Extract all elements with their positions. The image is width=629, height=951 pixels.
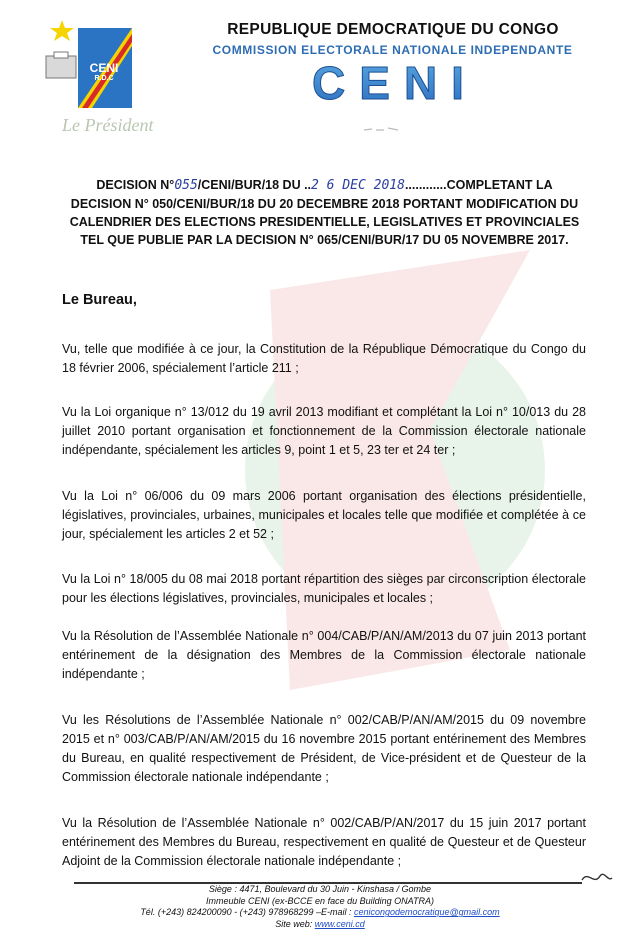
title-part: ............COMPLETANT LA: [404, 178, 553, 192]
decision-title: [62, 176, 587, 249]
paragraph: Vu la Loi n° 18/005 du 08 mai 2018 portant répartition des sièges par circonscription électorale pour les élections législatives, provinciales, municipales et locales ;: [62, 572, 586, 605]
footer-phones: Tél. (+243) 824200090 - (+243) 978968299 –E-mail :: [140, 907, 354, 918]
paragraph: Vu la Loi organique n° 13/012 du 19 avril 2013 modifiant et complétant la Loi n° 10/013 du 28 juillet 2010 portant organisation et fonctionnement de la Commission électorale nationale indépendante, spécialement les articles 9, point 1 et 5, 23 ter et 24 ter ;: [62, 405, 586, 457]
initials-mark-icon: [578, 868, 614, 890]
paragraph: Vu la Loi n° 06/006 du 09 mars 2006 portant organisation des élections présidentielle, législatives, provinciales, urbaines, municipales et locales telle que modifiée et complétée à ce jour, spécialement les articles 2 et 52 ;: [62, 489, 586, 541]
footer-address: [100, 884, 540, 930]
handwritten-number: 055: [174, 178, 198, 193]
ceni-wordmark: [270, 59, 520, 105]
website-label: Site web:: [275, 918, 315, 929]
handwritten-date: 2 6 DEC 2018: [311, 178, 405, 193]
president-label: Le Président: [62, 115, 154, 135]
paragraph: Vu la Résolution de l’Assemblée Nationale n° 004/CAB/P/AN/AM/2013 du 07 juin 2013 portant entérinement de la désignation des Membres de la Commission électorale nationale indépendante ;: [62, 629, 586, 681]
commission-heading: COMMISSION ELECTORALE NATIONALE INDEPENDANTE: [212, 43, 573, 57]
email-link[interactable]: cenicongodemocratique@gmail.com: [353, 907, 500, 918]
signature-mark-icon: [362, 124, 402, 134]
ceni-wordmark-text: CENI: [312, 59, 478, 105]
title-part: DECISION N°: [96, 178, 175, 192]
logo-acronym: CENI: [89, 61, 119, 75]
paragraph: Vu, telle que modifiée à ce jour, la Constitution de la République Démocratique du Congo du 18 février 2006, spécialement l’article 211 ;: [62, 342, 586, 375]
footer-line: Immeuble CENI (ex-BCCE en face du Building ONATRA): [206, 895, 434, 906]
title-part: /CENI/BUR/18 DU ..: [197, 178, 312, 192]
footer-line: Siège : 4471, Boulevard du 30 Juin - Kinshasa / Gombe: [208, 884, 432, 894]
website-link[interactable]: www.ceni.cd: [314, 918, 365, 929]
paragraph: Vu la Résolution de l’Assemblée Nationale n° 002/CAB/P/AN/2017 du 15 juin 2017 portant entérinement des Membres du Bureau, respectivement en qualité de Questeur et de Questeur Adjoint de la Commission électorale nationale indépendante ;: [62, 816, 586, 868]
bureau-heading: Le Bureau,: [62, 292, 137, 308]
footer-website: [100, 919, 540, 931]
logo-label: [84, 62, 124, 82]
footer-contact: [100, 907, 540, 919]
title-rest: DECISION N° 050/CENI/BUR/18 DU 20 DECEMBRE 2018 PORTANT MODIFICATION DU CALENDRIER DES ELECTIONS PRESIDENTIELLE, LEGISLATIVES ET PROVINCIALES TEL QUE PUBLIE PAR LA DECISION N° 065/CENI/BUR/17 DU 05 NOVEMBRE 2017.: [69, 197, 580, 247]
republic-heading: REPUBLIQUE DEMOCRATIQUE DU CONGO: [227, 21, 559, 38]
paragraph: Vu les Résolutions de l’Assemblée Nationale n° 002/CAB/P/AN/AM/2015 du 09 novembre 2015 et n° 003/CAB/P/AN/AM/2015 du 16 novembre 2015 portant entérinement des Membres du Bureau, en qualité respectivement de Président, de Vice-président et de Questeur de la Commission électorale nationale indépendante ;: [62, 713, 586, 784]
logo-country: R.D.C: [94, 75, 114, 82]
